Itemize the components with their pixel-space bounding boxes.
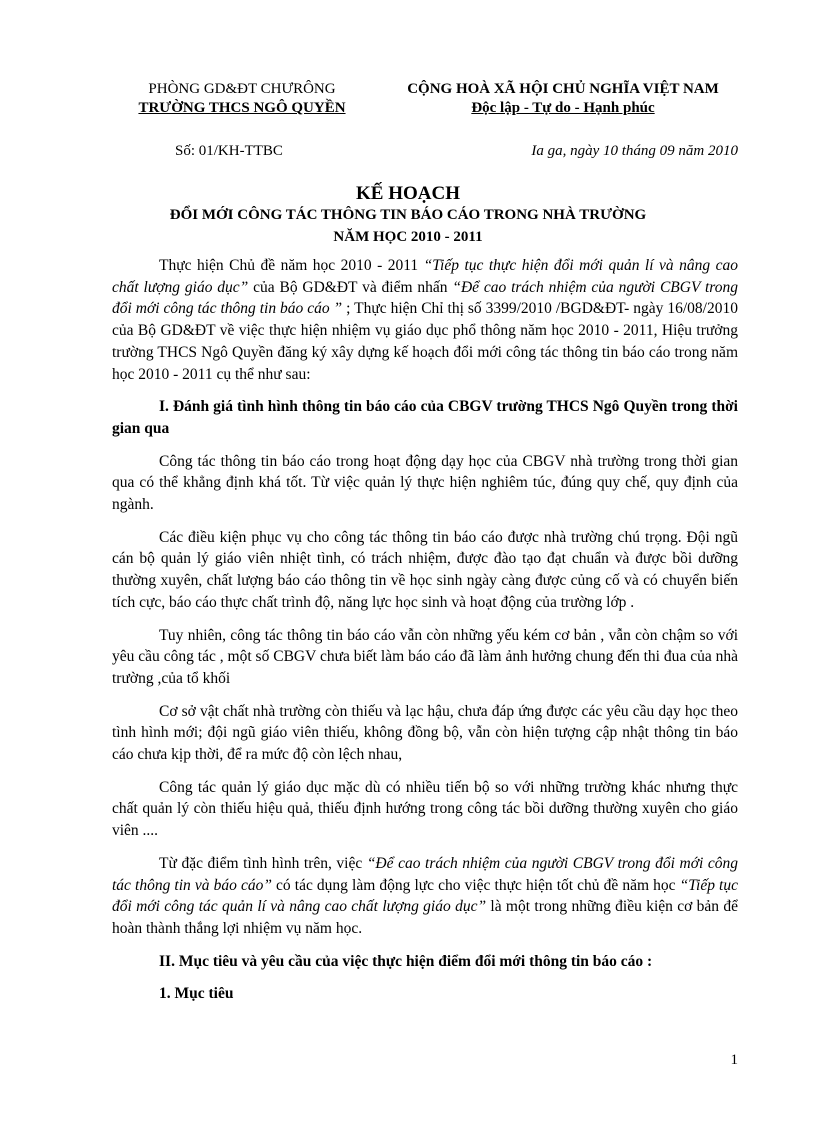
document-number: Số: 01/KH-TTBC: [175, 143, 283, 159]
section-1-conclusion: Từ đặc điểm tình hình trên, việc “Để cao trách nhiệm của người CBGV trong đổi mới công tác thông tin và báo cáo” có tác dụng làm động lực cho việc thực hiện tốt chủ đề năm học “Tiếp tục đổi mới công tác quản lí và nâng cao chất lượng giáo dục” là một trong những điều kiện cơ bản để hoàn thành thắng lợi nhiệm vụ năm học.: [112, 854, 738, 937]
school-year: NĂM HỌC 2010 - 2011: [333, 229, 483, 245]
national-header: [385, 80, 741, 118]
national-motto: Độc lập - Tự do - Hạnh phúc: [471, 100, 655, 116]
document-subtitle: ĐỔI MỚI CÔNG TÁC THÔNG TIN BÁO CÁO TRONG NHÀ TRƯỜNG: [169, 207, 647, 223]
document-body: [112, 255, 738, 1005]
date-line: Ia ga, ngày 10 tháng 09 năm 2010: [531, 143, 738, 159]
issuer-block: [118, 80, 366, 118]
section-1-paragraph: Cơ sở vật chất nhà trường còn thiếu và lạc hậu, chưa đáp ứng được các yêu cầu dạy học theo tình hình mới; đội ngũ giáo viên thiếu, không đồng bộ, vẫn còn hiện tượng cập nhật thông tin báo cáo chưa kịp thời, để ra mức độ còn lệch nhau,: [112, 702, 738, 764]
document-title: KẾ HOẠCH: [356, 183, 460, 204]
country-name: CỘNG HOÀ XÃ HỘI CHỦ NGHĨA VIỆT NAM: [407, 81, 719, 97]
page-number: 1: [730, 1052, 738, 1068]
section-1-paragraph: Tuy nhiên, công tác thông tin báo cáo vẫn còn những yếu kém cơ bản , vẫn còn chậm so với yêu cầu công tác , một số CBGV chưa biết làm báo cáo đã làm ảnh hưởng chung đến thi đua của nhà trường ,của tổ khối: [112, 626, 738, 687]
intro-paragraph: Thực hiện Chủ đề năm học 2010 - 2011 “Tiếp tục thực hiện đổi mới quản lí và nâng cao chất lượng giáo dục” của Bộ GD&ĐT và điểm nhấn “Để cao trách nhiệm của người CBGV trong đổi mới công tác thông tin báo cáo ” ; Thực hiện Chỉ thị số 3399/2010 /BGD&ĐT- ngày 16/08/2010 của Bộ GD&ĐT về việc thực hiện nhiệm vụ giáo dục phổ thông năm học 2010 - 2011, Hiệu trưởng trường THCS Ngô Quyền đăng ký xây dựng kế hoạch đổi mới công tác thông tin báo cáo trong năm học 2010 - 2011 cụ thể như sau:: [112, 257, 738, 383]
department-name: PHÒNG GD&ĐT CHƯRÔNG: [148, 81, 336, 97]
section-1-paragraph: Các điều kiện phục vụ cho công tác thông tin báo cáo được nhà trường chú trọng. Đội ngũ cán bộ quản lý giáo viên nhiệt tình, có trách nhiệm, được đào tạo đạt chuẩn và được bồi dưỡng thường xuyên, chất lượng báo cáo thông tin về học sinh ngày càng được củng cố và có chuyển biến tích cực, báo cáo thực chất trình độ, năng lực học sinh và hoạt động của trường lớp .: [112, 528, 738, 611]
subsection-heading: 1. Mục tiêu: [159, 985, 234, 1003]
section-1-heading: I. Đánh giá tình hình thông tin báo cáo của CBGV trường THCS Ngô Quyền trong thời gian qua: [112, 398, 738, 437]
section-1-paragraph: Công tác thông tin báo cáo trong hoạt động dạy học của CBGV nhà trường trong thời gian qua có thể khẳng định khá tốt. Từ việc quản lý thực hiện nghiêm túc, đúng quy chế, quy định của ngành.: [112, 452, 738, 514]
section-2-heading: II. Mục tiêu và yêu cầu của việc thực hiện điểm đổi mới thông tin báo cáo :: [159, 952, 653, 970]
school-name: TRƯỜNG THCS NGÔ QUYỀN: [138, 100, 346, 116]
section-1-paragraph: Công tác quản lý giáo dục mặc dù có nhiều tiến bộ so với những trường khác nhưng thực chất quản lý còn thiếu hiệu quả, thiếu định hướng trong công tác bồi dưỡng thường xuyên cho giáo viên ....: [112, 778, 738, 840]
